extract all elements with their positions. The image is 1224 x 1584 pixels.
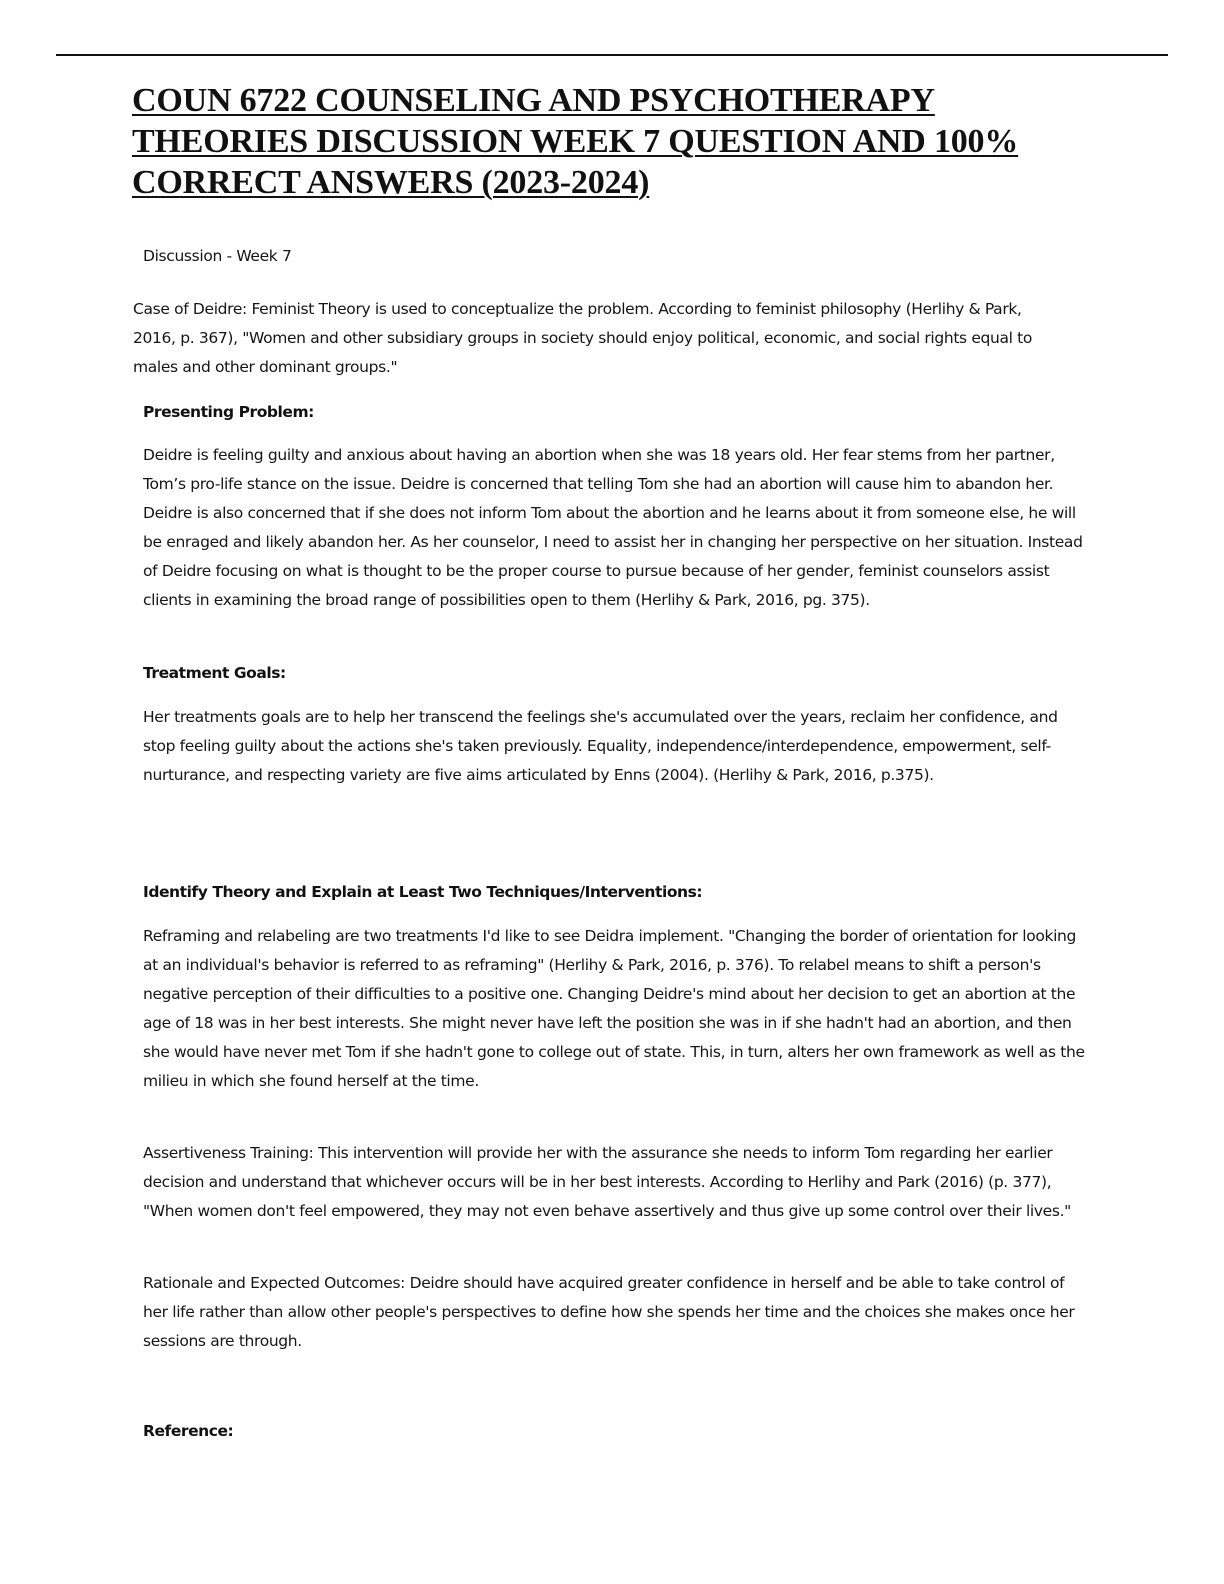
section-heading-reference: Reference: [143, 1422, 234, 1440]
reframing-paragraph: Reframing and relabeling are two treatments I'd like to see Deidra implement. "Changing the border of orientation for looking at an individual's behavior is referred to as reframing" (Herlihy & Park, 2016, p. 376). To relabel means to shift a person's negative perception of their difficulties to a positive one. Changing Deidre's mind about her decision to get an abortion at the age of 18 was in her best interests. She might never have left the position she was in if she hadn't had an abortion, and then she would have never met Tom if she hadn't gone to college out of state. This, in turn, alters her own framework as well as the milieu in which she found herself at the time. [143, 927, 1085, 1090]
section-heading-treatment-goals: Treatment Goals: [143, 664, 286, 682]
intro-paragraph: Case of Deidre: Feminist Theory is used to conceptualize the problem. According to feminist philosophy (Herlihy & Park, 2016, p. 367), "Women and other subsidiary groups in society should enjoy political, economic, and social rights equal to males and other dominant groups." [133, 300, 1033, 376]
assertiveness-training-paragraph: Assertiveness Training: This intervention will provide her with the assurance she needs to inform Tom regarding her earlier decision and understand that whichever occurs will be in her best interests. According to Herlihy and Park (2016) (p. 377), "When women don't feel empowered, they may not even behave assertively and thus give up some control over their lives." [143, 1144, 1071, 1220]
presenting-problem-paragraph: Deidre is feeling guilty and anxious about having an abortion when she was 18 years old. Her fear stems from her partner, Tom’s pro-life stance on the issue. Deidre is concerned that telling Tom she had an abortion will cause him to abandon her. Deidre is also concerned that if she does not inform Tom about the abortion and he learns about it from someone else, he will be enraged and likely abandon her. As her counselor, I need to assist her in changing her perspective on her situation. Instead of Deidre focusing on what is thought to be the proper course to pursue because of her gender, feminist counselors assist clients in examining the broad range of possibilities open to them (Herlihy & Park, 2016, pg. 375). [143, 446, 1083, 609]
rationale-outcomes-paragraph: Rationale and Expected Outcomes: Deidre should have acquired greater confidence in herself and be able to take control of her life rather than allow other people's perspectives to define how she spends her time and the choices she makes once her sessions are through. [143, 1274, 1075, 1350]
treatment-goals-paragraph: Her treatments goals are to help her transcend the feelings she's accumulated over the years, reclaim her confidence, and stop feeling guilty about the actions she's taken previously. Equality, independence/interdependence, empowerment, self-nurturance, and respecting variety are five aims articulated by Enns (2004). (Herlihy & Park, 2016, p.375). [143, 708, 1058, 784]
section-heading-presenting-problem: Presenting Problem: [143, 403, 314, 421]
document-subtitle: Discussion - Week 7 [143, 247, 292, 265]
top-rule [56, 54, 1168, 56]
section-heading-theory-techniques: Identify Theory and Explain at Least Two Techniques/Interventions: [143, 883, 703, 901]
document-title: COUN 6722 COUNSELING AND PSYCHOTHERAPY THEORIES DISCUSSION WEEK 7 QUESTION AND 100% CORRECT ANSWERS (2023-2024) [132, 82, 1019, 201]
